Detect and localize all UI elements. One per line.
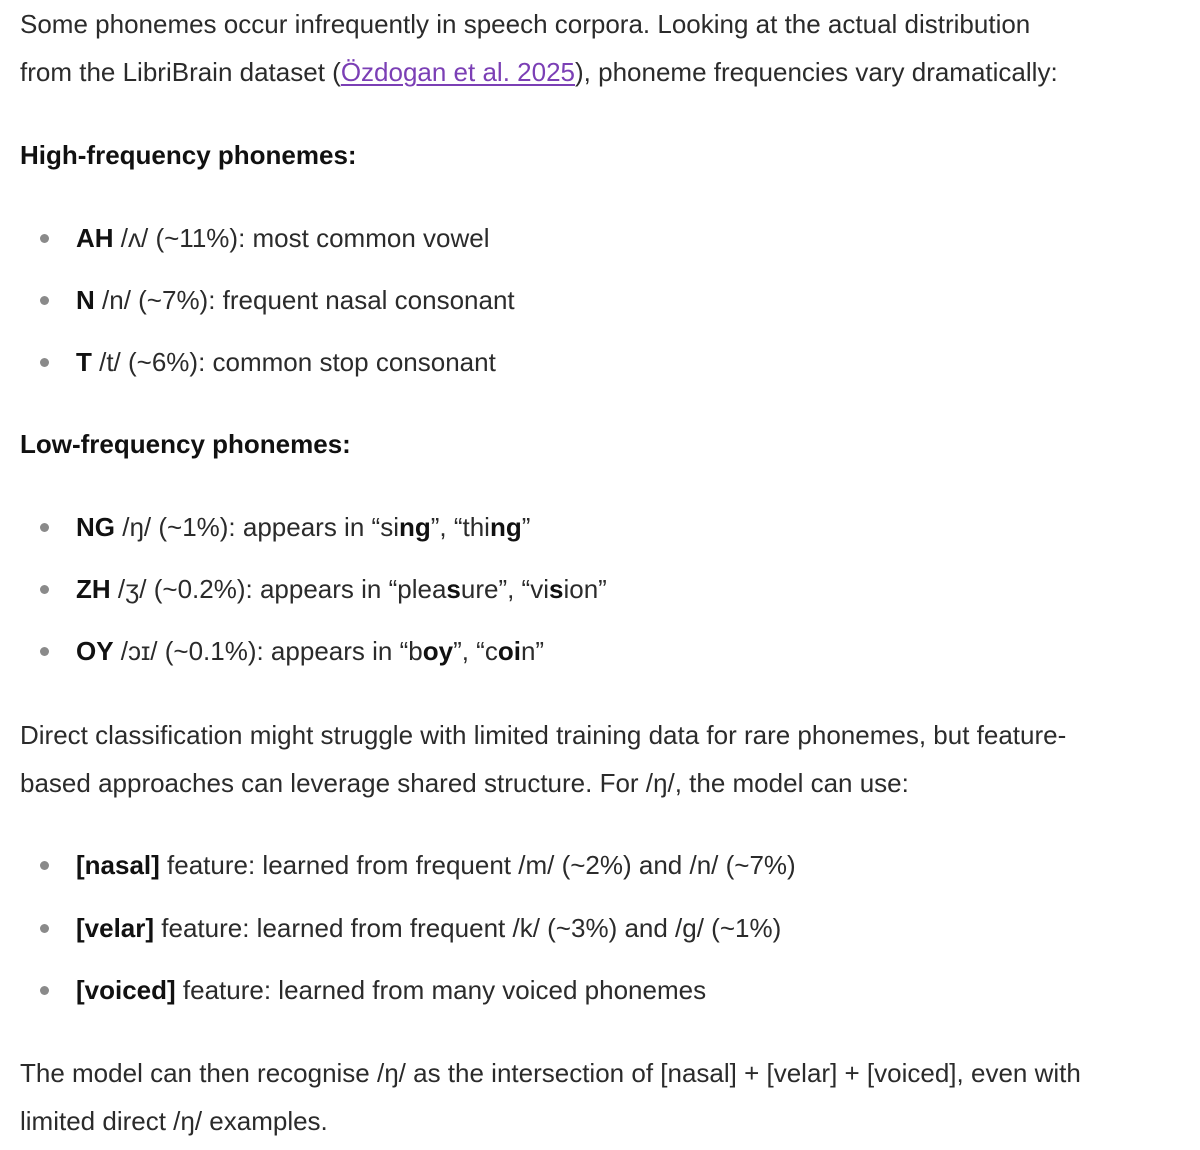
phoneme-code: OY: [76, 636, 114, 666]
example-word-part: c: [484, 636, 498, 666]
conclusion-line-1: The model can then recognise /ŋ/ as the intersection of [nasal] + [velar] + [voiced], even with: [20, 1058, 1081, 1088]
phoneme-description: /n/ (~7%): frequent nasal consonant: [94, 285, 515, 315]
example-word-part: si: [380, 512, 399, 542]
example-word-part: n: [520, 636, 536, 666]
high-frequency-heading: High-frequency phonemes:: [20, 140, 357, 170]
bullet-icon: [40, 585, 49, 594]
example-word-highlight: ng: [398, 512, 431, 542]
list-item: [40, 973, 706, 1007]
phoneme-description: /ŋ/ (~1%): appears in “: [115, 512, 381, 542]
bullet-icon: [40, 234, 49, 243]
bullet-icon: [40, 358, 49, 367]
bullet-icon: [40, 986, 49, 995]
example-end-quote: ”: [598, 574, 607, 604]
intro-paragraph: [20, 0, 1190, 96]
direct-line-2: based approaches can leverage shared structure. For /ŋ/, the model can use:: [20, 768, 909, 798]
example-word-highlight: s: [549, 574, 564, 604]
list-item: [40, 283, 515, 317]
feature-tag: [voiced]: [76, 975, 176, 1005]
example-word-highlight: oy: [422, 636, 454, 666]
feature-description: feature: learned from many voiced phonemes: [175, 975, 707, 1005]
list-item: [40, 221, 489, 255]
example-separator: ”, “: [453, 636, 485, 666]
list-item: [40, 634, 544, 668]
bullet-icon: [40, 523, 49, 532]
example-end-quote: ”: [521, 512, 531, 542]
direct-classification-paragraph: [20, 711, 1190, 807]
example-separator: ”, “: [498, 574, 531, 604]
direct-line-1: Direct classification might struggle with limited training data for rare phonemes, but feature-: [20, 720, 1067, 750]
example-end-quote: ”: [535, 636, 545, 666]
list-item: [40, 510, 530, 544]
conclusion-paragraph: [20, 1049, 1190, 1145]
phoneme-code: N: [76, 285, 95, 315]
phoneme-code: ZH: [76, 574, 111, 604]
example-word-part: thi: [462, 512, 490, 542]
phoneme-description: /t/ (~6%): common stop consonant: [91, 347, 496, 377]
example-word-highlight: s: [446, 574, 461, 604]
citation-link[interactable]: Özdogan et al. 2025: [340, 57, 575, 87]
bullet-icon: [40, 861, 49, 870]
intro-line-1: Some phonemes occur infrequently in speech corpora. Looking at the actual distribution: [20, 9, 1031, 39]
feature-description: feature: learned from frequent /m/ (~2%) and /n/ (~7%): [159, 850, 796, 880]
example-word-part: ion: [563, 574, 599, 604]
example-word-part: vi: [530, 574, 549, 604]
intro-line-2-pre: from the LibriBrain dataset (: [20, 57, 341, 87]
phoneme-description: /ɔɪ/ (~0.1%): appears in “: [113, 636, 409, 666]
example-word-highlight: ng: [489, 512, 522, 542]
list-item: [40, 848, 796, 882]
example-word-highlight: oi: [497, 636, 521, 666]
list-item: [40, 572, 607, 606]
list-item: [40, 345, 496, 379]
feature-description: feature: learned from frequent /k/ (~3%) and /g/ (~1%): [154, 913, 782, 943]
phoneme-code: AH: [76, 223, 114, 253]
intro-line-2-post: ), phoneme frequencies vary dramatically:: [575, 57, 1058, 87]
list-item: [40, 911, 781, 945]
phoneme-code: T: [76, 347, 92, 377]
phoneme-description: /ʒ/ (~0.2%): appears in “: [110, 574, 398, 604]
example-separator: ”, “: [430, 512, 463, 542]
example-word-part: b: [408, 636, 423, 666]
feature-tag: [nasal]: [76, 850, 160, 880]
bullet-icon: [40, 924, 49, 933]
feature-tag: [velar]: [76, 913, 155, 943]
low-frequency-heading: Low-frequency phonemes:: [20, 429, 351, 459]
bullet-icon: [40, 296, 49, 305]
example-word-part: ure: [460, 574, 499, 604]
conclusion-line-2: limited direct /ŋ/ examples.: [20, 1106, 328, 1136]
bullet-icon: [40, 647, 49, 656]
phoneme-description: /ʌ/ (~11%): most common vowel: [113, 223, 490, 253]
example-word-part: plea: [397, 574, 447, 604]
phoneme-code: NG: [76, 512, 115, 542]
intro-line-2: [20, 48, 1190, 96]
